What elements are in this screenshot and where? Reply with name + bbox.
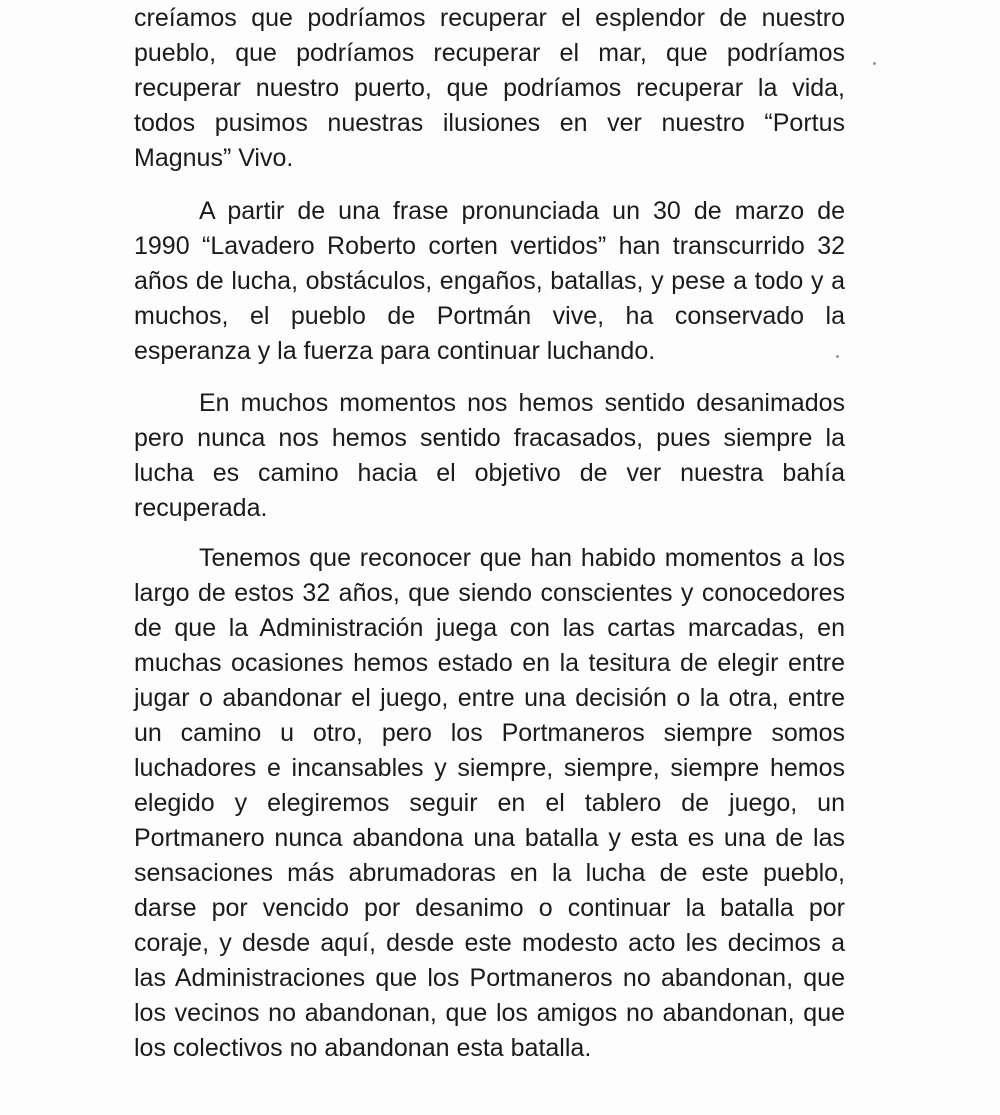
scan-speck [836,355,839,358]
scan-speck [873,62,876,65]
paragraph-3: En muchos momentos nos hemos sentido desanimados pero nunca nos hemos sentido fracasados, pues siempre la lucha es camino hacia el objetivo de ver nuestra bahía recuperada. [134,389,845,522]
paragraph-1: creíamos que podríamos recuperar el esplendor de nuestro pueblo, que podríamos recuperar el mar, que podríamos recuperar nuestro puerto, que podríamos recuperar la vida, todos pusimos nuestras ilusiones en ver nuestro “Portus Magnus” Vivo. [134,4,845,172]
paragraph-4: Tenemos que reconocer que han habido momentos a los largo de estos 32 años, que siendo conscientes y conocedores de que la Administración juega con las cartas marcadas, en muchas ocasiones hemos estado en la tesitura de elegir entre jugar o abandonar el juego, entre una decisión o la otra, entre un camino u otro, pero los Portmaneros siempre somos luchadores e incansables y siempre, siempre, siempre hemos elegido y elegiremos seguir en el tablero de juego, un Portmanero nunca abandona una batalla y esta es una de las sensaciones más abrumadoras en la lucha de este pueblo, darse por vencido por desanimo o continuar la batalla por coraje, y desde aquí, desde este modesto acto les decimos a las Administraciones que los Portmaneros no abandonan, que los vecinos no abandonan, que los amigos no abandonan, que los colectivos no abandonan esta batalla. [134,544,845,1062]
paragraph-2: A partir de una frase pronunciada un 30 de marzo de 1990 “Lavadero Roberto corten vertidos” han transcurrido 32 años de lucha, obstáculos, engaños, batallas, y pese a todo y a muchos, el pueblo de Portmán vive, ha conservado la esperanza y la fuerza para continuar luchando. [134,197,845,365]
